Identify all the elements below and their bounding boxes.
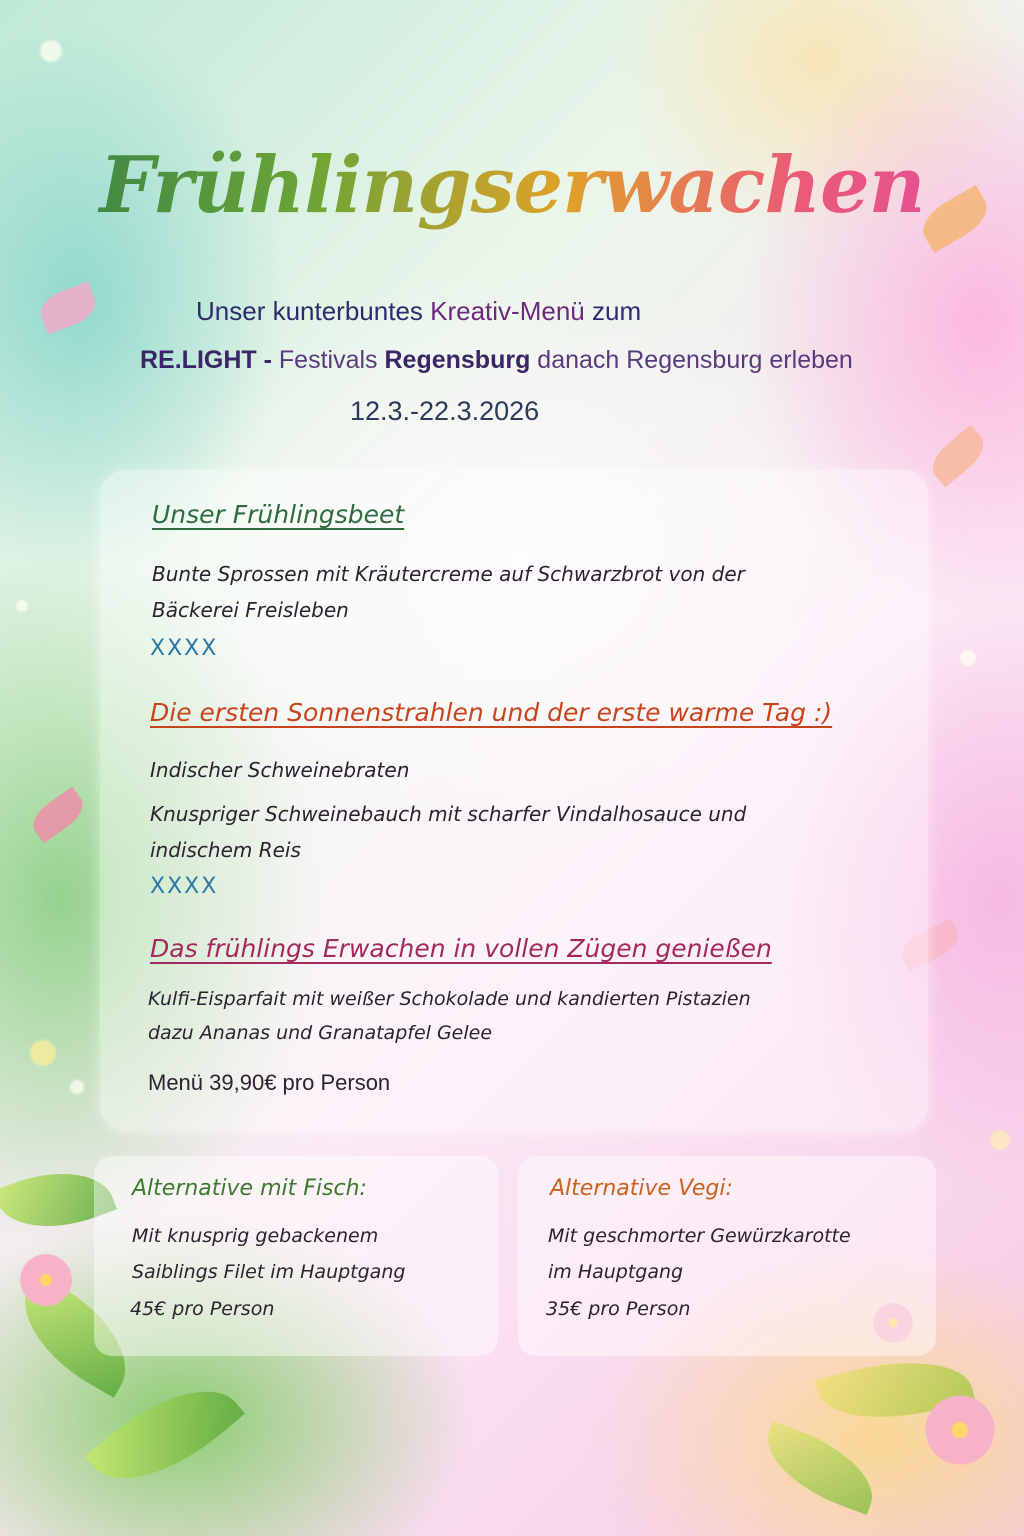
decor-bokeh bbox=[40, 40, 62, 62]
decor-bokeh bbox=[30, 1040, 56, 1066]
alternative-fish-title: Alternative mit Fisch: bbox=[132, 1176, 367, 1201]
course-2-dish: Indischer Schweinebraten bbox=[150, 758, 410, 782]
decor-bokeh bbox=[16, 600, 28, 612]
course-3-title: Das frühlings Erwachen in vollen Zügen genießen bbox=[150, 934, 772, 963]
intro-line-1 bbox=[196, 296, 641, 327]
course-2-marker: XXXX bbox=[150, 874, 219, 899]
intro-highlight: Kreativ-Menü bbox=[430, 296, 585, 326]
alternative-vegi-price: 35€ pro Person bbox=[546, 1298, 691, 1320]
course-1-marker: XXXX bbox=[150, 636, 219, 661]
page-title: Frühlingserwachen bbox=[0, 140, 1024, 231]
menu-price: Menü 39,90€ pro Person bbox=[148, 1070, 391, 1095]
course-2-title: Die ersten Sonnenstrahlen und der erste warme Tag :) bbox=[150, 698, 833, 727]
alternative-vegi-description bbox=[548, 1218, 851, 1290]
course-1-line-2: Bäckerei Freisleben bbox=[152, 598, 349, 622]
course-3-description bbox=[148, 982, 751, 1050]
alternative-vegi-line-2: im Hauptgang bbox=[548, 1261, 684, 1283]
course-3-line-1: Kulfi-Eisparfait mit weißer Schokolade und kandierten Pistazien bbox=[148, 988, 751, 1010]
course-2-line-2: Knuspriger Schweinebauch mit scharfer Vindalhosauce und bbox=[150, 802, 747, 826]
alternative-fish-card bbox=[94, 1156, 498, 1356]
alternative-fish-line-1: Mit knusprig gebackenem bbox=[132, 1225, 379, 1247]
intro-line-2 bbox=[140, 346, 853, 375]
course-1-description bbox=[152, 556, 745, 628]
course-2-line-3: indischem Reis bbox=[150, 838, 301, 862]
course-1-title: Unser Frühlingsbeet bbox=[152, 500, 405, 529]
alternative-vegi-title: Alternative Vegi: bbox=[550, 1176, 733, 1201]
course-2-description bbox=[150, 796, 746, 868]
course-1-line-1: Bunte Sprossen mit Kräutercreme auf Schwarzbrot von der bbox=[152, 562, 745, 586]
decor-flower bbox=[920, 1390, 1000, 1470]
intro-text: Unser kunterbuntes bbox=[196, 296, 431, 326]
decor-bokeh bbox=[990, 1130, 1010, 1150]
intro-text: Festivals bbox=[278, 346, 385, 374]
decor-flower bbox=[16, 1250, 76, 1310]
alternative-fish-price: 45€ pro Person bbox=[130, 1298, 275, 1320]
alternative-vegi-line-1: Mit geschmorter Gewürzkarotte bbox=[548, 1225, 851, 1247]
course-3-line-2: dazu Ananas und Granatapfel Gelee bbox=[148, 1022, 493, 1044]
decor-bokeh bbox=[960, 650, 976, 666]
decor-bokeh bbox=[70, 1080, 84, 1094]
intro-text: zum bbox=[584, 296, 642, 326]
festival-name: RE.LIGHT - bbox=[140, 346, 279, 374]
decor-leaf bbox=[754, 1421, 886, 1515]
decor-petal bbox=[36, 282, 101, 335]
intro-text: danach Regensburg erleben bbox=[530, 346, 853, 374]
alternative-fish-description bbox=[132, 1218, 405, 1290]
festival-dates: 12.3.-22.3.2026 bbox=[350, 396, 540, 426]
decor-petal bbox=[26, 787, 89, 844]
decor-petal bbox=[925, 424, 992, 487]
alternative-fish-line-2: Saiblings Filet im Hauptgang bbox=[132, 1261, 406, 1283]
city-name: Regensburg bbox=[384, 346, 531, 374]
alternative-vegi-card bbox=[518, 1156, 936, 1356]
